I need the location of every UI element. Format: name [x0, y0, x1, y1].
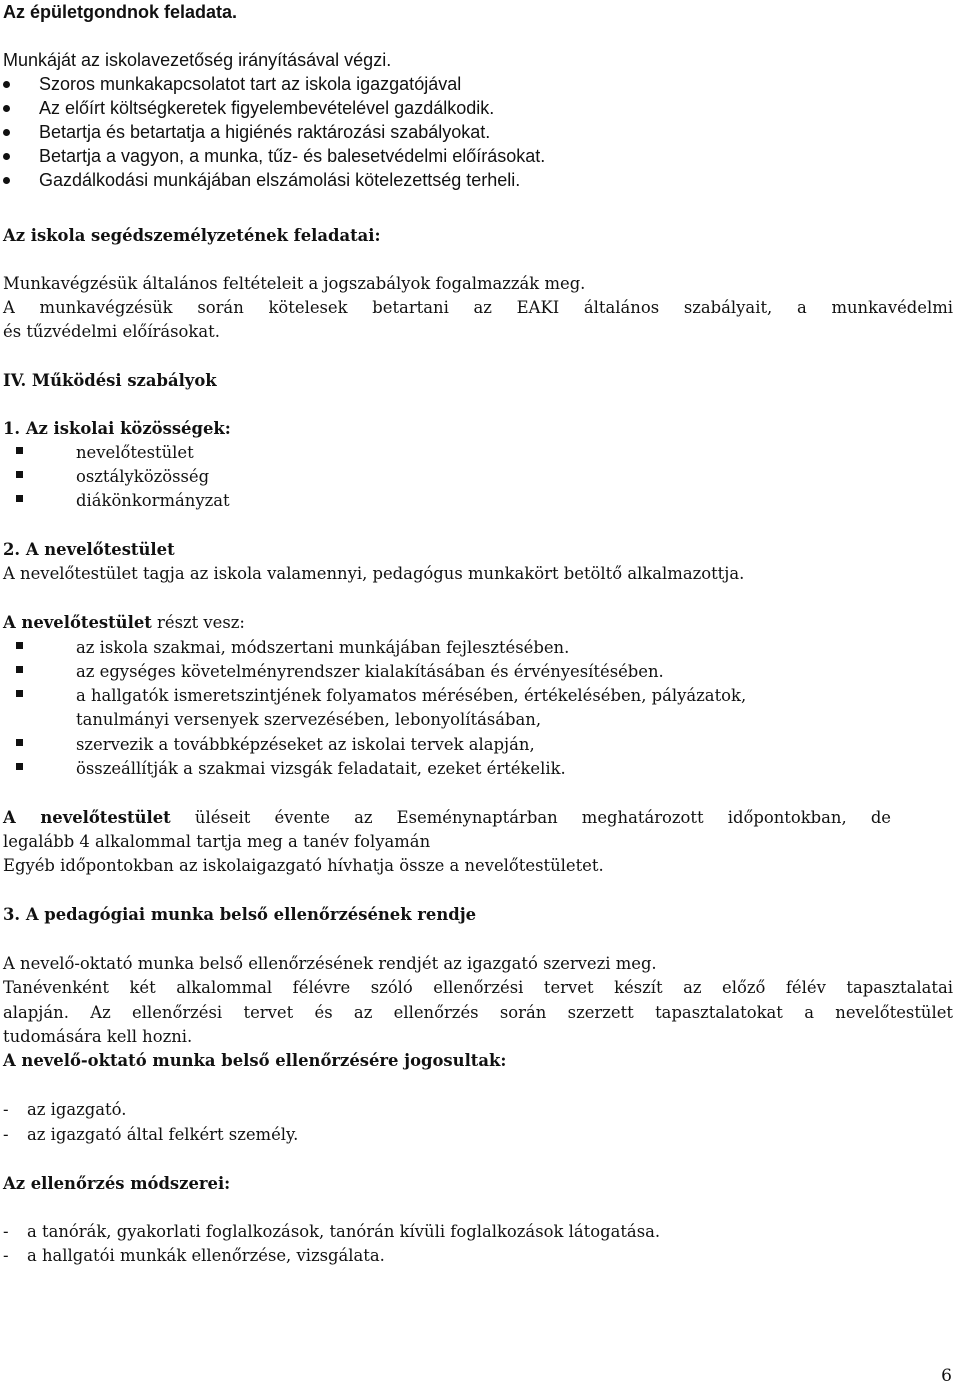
list-item: diákönkormányzat — [3, 491, 903, 511]
inspection-line: A nevelő-oktató munka belső ellenőrzésének rendjét az igazgató szervezi meg. — [3, 954, 657, 973]
bullet-square-icon — [16, 690, 23, 697]
list-item: - az igazgató által felkért személy. — [3, 1125, 299, 1144]
list-item: Betartja és betartatja a higiénés raktározási szabályokat. — [3, 122, 903, 142]
section-iv-title: IV. Működési szabályok — [3, 371, 217, 390]
list-item-continuation: tanulmányi versenyek szervezésében, lebonyolításában, — [76, 710, 542, 729]
list-item: osztályközösség — [3, 467, 903, 487]
support-staff-line: A munkavégzésük során kötelesek betartani az EAKI általános szabályait, a munkavédelmi — [3, 298, 953, 317]
list-item: Az előírt költségkeretek figyelembevételével gazdálkodik. — [3, 98, 903, 118]
staff-body-title: 2. A nevelőtestület — [3, 540, 175, 559]
bullet-dot-icon — [3, 81, 10, 88]
list-item: az egységes követelményrendszer kialakításában és érvényesítésében. — [3, 662, 903, 682]
inspection-line: alapján. Az ellenőrzési tervet és az ellenőrzés során szerzett tapasztalatokat a nevelőtestület — [3, 1003, 953, 1022]
staff-body-definition: A nevelőtestület tagja az iskola valamennyi, pedagógus munkakört betöltő alkalmazottja. — [3, 564, 745, 583]
bullet-dot-icon — [3, 105, 10, 112]
list-item: nevelőtestület — [3, 443, 903, 463]
staff-body-meetings: A nevelőtestület üléseit évente az Eseménynaptárban meghatározott időpontokban, de — [3, 808, 892, 827]
list-item: - a tanórák, gyakorlati foglalkozások, tanórán kívüli foglalkozások látogatása. — [3, 1222, 661, 1241]
bullet-square-icon — [16, 739, 23, 746]
building-manager-title: Az épületgondnok feladata. — [3, 2, 238, 22]
bullet-square-icon — [16, 642, 23, 649]
bullet-dot-icon — [3, 129, 10, 136]
page-number: 6 — [941, 1366, 952, 1386]
list-item: Szoros munkakapcsolatot tart az iskola igazgatójával — [3, 74, 903, 94]
bullet-square-icon — [16, 666, 23, 673]
support-staff-title: Az iskola segédszemélyzetének feladatai: — [3, 226, 381, 245]
authorized-title: A nevelő-oktató munka belső ellenőrzésére jogosultak: — [3, 1051, 507, 1070]
bullet-dot-icon — [3, 177, 10, 184]
dash-bullet: - — [3, 1125, 9, 1144]
bullet-dot-icon — [3, 153, 10, 160]
dash-bullet: - — [3, 1222, 9, 1241]
staff-body-meetings-line: legalább 4 alkalommal tartja meg a tanév folyamán — [3, 832, 431, 851]
building-manager-intro: Munkáját az iskolavezetőség irányításával végzi. — [3, 50, 392, 70]
inspection-line: Tanévenként két alkalommal félévre szóló ellenőrzési tervet készít az előző félév tapasztalatai — [3, 978, 953, 997]
support-staff-line: és tűzvédelmi előírásokat. — [3, 322, 220, 341]
list-item: szervezik a továbbképzéseket az iskolai tervek alapján, — [3, 735, 903, 755]
list-item: a hallgatók ismeretszintjének folyamatos mérésében, értékelésében, pályázatok, — [3, 686, 903, 706]
list-item: az iskola szakmai, módszertani munkájában fejlesztésében. — [3, 638, 903, 658]
bullet-square-icon — [16, 763, 23, 770]
list-item: Betartja a vagyon, a munka, tűz- és balesetvédelmi előírásokat. — [3, 146, 903, 166]
methods-title: Az ellenőrzés módszerei: — [3, 1174, 231, 1193]
bullet-square-icon — [16, 471, 23, 478]
list-item: - a hallgatói munkák ellenőrzése, vizsgálata. — [3, 1246, 385, 1265]
list-item: - az igazgató. — [3, 1100, 127, 1119]
list-item: összeállítják a szakmai vizsgák feladatait, ezeket értékelik. — [3, 759, 903, 779]
inspection-title: 3. A pedagógiai munka belső ellenőrzésének rendje — [3, 905, 477, 924]
communities-title: 1. Az iskolai közösségek: — [3, 419, 231, 438]
inspection-line: tudomására kell hozni. — [3, 1027, 193, 1046]
staff-body-participates: A nevelőtestület részt vesz: — [3, 613, 245, 632]
dash-bullet: - — [3, 1100, 9, 1119]
list-item: Gazdálkodási munkájában elszámolási kötelezettség terheli. — [3, 170, 903, 190]
bullet-square-icon — [16, 495, 23, 502]
staff-body-meetings-line: Egyéb időpontokban az iskolaigazgató hívhatja össze a nevelőtestületet. — [3, 856, 604, 875]
support-staff-line: Munkavégzésük általános feltételeit a jogszabályok fogalmazzák meg. — [3, 274, 586, 293]
bullet-square-icon — [16, 447, 23, 454]
dash-bullet: - — [3, 1246, 9, 1265]
